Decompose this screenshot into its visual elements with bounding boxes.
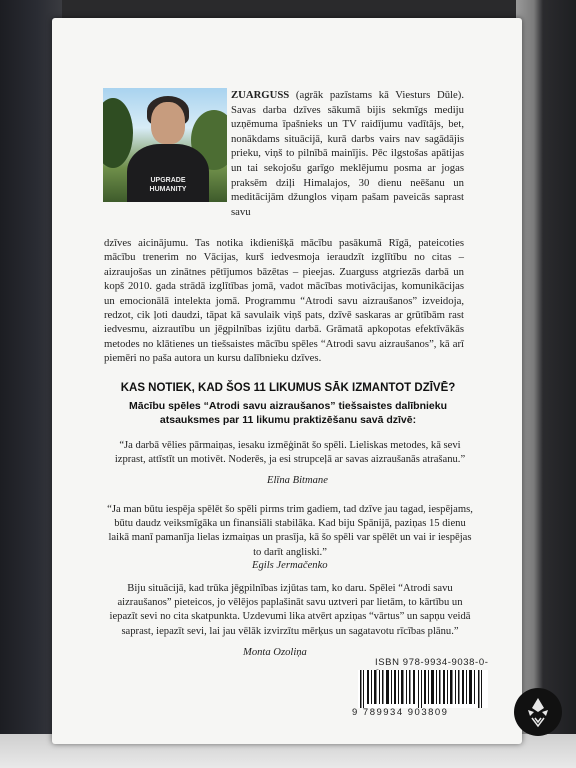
bio-side-text: (agrāk pazīstams kā Viesturs Dūle). Savas darba dzīves sākumā bijis sekmīgs mediju uzņēmuma īpašnieks un TV raidījumu vadītājs, bet, nonākdams situācijā, kurā darbs vairs nav sagādājis prieku, viņš to pilnībā mainījis. Pēc ilgstošas apātijas un tai sekojošu garīgo meklējumu posma ar jogas praksēm dziļi Himalajos, 30 dienu neēšanu un meditācijām džunglos viņam pašam paveicās saprast savu — [231, 89, 464, 218]
testimonials-heading: KAS NOTIEK, KAD ŠOS 11 LIKUMUS SĀK IZMANTOT DZĪVĒ? — [120, 382, 456, 394]
testimonials-subheading: Mācību spēles “Atrodi savu aizraušanos” tiešsaistes dalībnieku atsauksmes par 11 likumu praktizēšanu savā dzīvē: — [128, 400, 448, 426]
author-photo — [103, 88, 227, 202]
author-bio-continued: dzīves aicinājumu. Tas notika ikdienišķā mācību pasākumā Rīgā, pateicoties mācību trenerim no Vācijas, kurš iedvesmoja ieraudzīt izglītību no citas – aizraujošas un zinātnes pētījumos bāzētas – pieejas. Zuarguss atgriezās darbā un kopš 2010. gada strādā izglītības jomā, vadot mācības motivācijas, komunikācijas un emocionālā intelekta jomā. Programmu “Atrodi savu aizraušanos” izveidoja, redzot, cik ļoti daudzi, tāpat kā savulaik viņš pats, dzīvē saskaras ar grūtībām rast iedvesmu, aizrautību un jēgpilnības izjūtu darbā. Grāmatā apkopotas efektīvākās metodes no klātienes un tiešsaistes mācību spēles “Atrodi savu aizraušanos”, kā arī piemēri no paša autora un kursu dalībnieku dzīves. — [104, 237, 464, 365]
author-bio-side — [231, 88, 464, 219]
isbn-label: ISBN 978-9934-9038-0- — [375, 657, 489, 668]
testimonial-quote: Biju situācijā, kad trūka jēgpilnības izjūtas tam, ko daru. Spēlei “Atrodi savu aizraušanos” pieteicos, jo vēlējos paplašināt savu uztveri par lietām, to kārtību un iepazīt sevi no cita skatpunkta. Uzdevumi lika atvērt apziņas “vārtus” un sapņu veidā saprast, iepazīt sevi, lai jau vēlāk izvirzītu mērķus un sagatavotu rīcības plānu.” — [109, 583, 471, 637]
background-right — [516, 0, 576, 768]
author-name: ZUARGUSS — [231, 89, 290, 101]
watermark-logo-icon — [514, 688, 562, 736]
testimonial-author: Elīna Bitmane — [267, 475, 328, 486]
shirt-text: UPGRADE HUMANITY — [149, 177, 187, 193]
barcode-digits: 9 789934 903809 — [352, 707, 449, 718]
testimonial-author: Egils Jermačenko — [252, 560, 328, 571]
testimonial-quote: “Ja man būtu iespēja spēlēt šo spēli pirms trim gadiem, tad dzīve jau tagad, iespējams, būtu daudz veiksmīgāka un finansiāli stabilāka. Kad biju Spānijā, paziņas 15 dienu laikā manī pamanīja lielas izmaiņas un prasīja, kā šo spēli var spēlēt un vai ir iespējas to darīt angliski.” — [107, 504, 473, 558]
barcode — [358, 670, 488, 708]
testimonial-quote: “Ja darbā vēlies pārmaiņas, iesaku izmēģināt šo spēli. Lieliskas metodes, kā sevi izprast, attīstīt un motivēt. Noderēs, ja esi strupceļā ar savas aizraušanās atrašanu.” — [114, 440, 466, 466]
testimonial-author: Monta Ozoliņa — [243, 647, 307, 658]
